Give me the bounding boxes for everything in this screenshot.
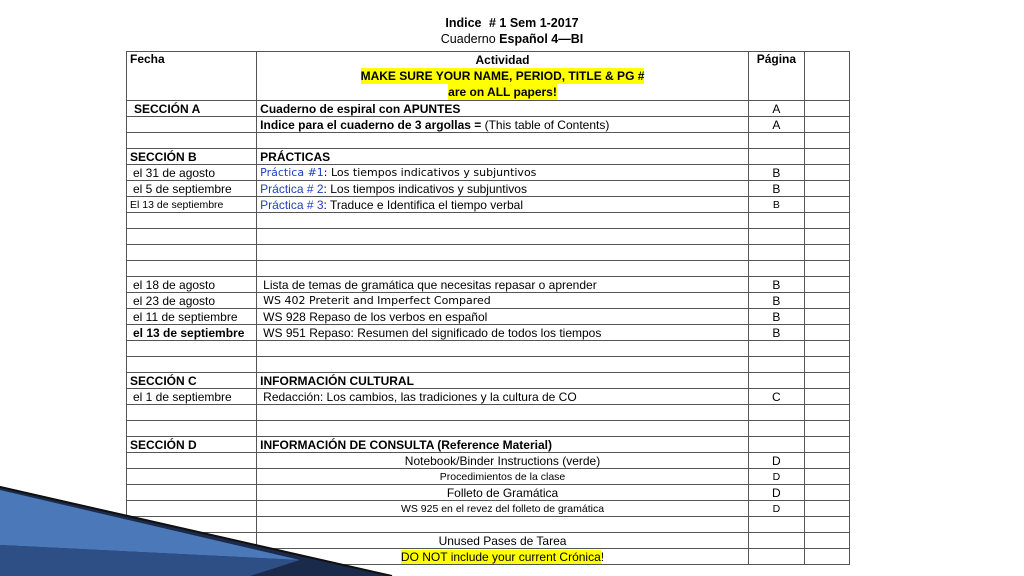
table-row — [127, 101, 850, 117]
index-title-number: # 1 Sem 1-2017 — [488, 16, 579, 30]
table-row — [127, 453, 850, 469]
pagina-cell: D — [748, 485, 804, 501]
table-header-row — [127, 52, 850, 101]
header-actividad: Actividad — [475, 53, 530, 67]
fecha-cell: SECCIÓN C — [127, 373, 257, 389]
table-row-empty — [127, 245, 850, 261]
pagina-cell: D — [748, 501, 804, 517]
notice-line-1: MAKE SURE YOUR NAME, PERIOD, TITLE & PG # — [360, 69, 645, 83]
pagina-cell: B — [748, 181, 804, 197]
actividad-cell: INFORMACIÓN DE CONSULTA (Reference Material) — [257, 437, 749, 453]
fecha-cell: El 13 de septiembre — [127, 197, 257, 213]
table-row — [127, 197, 850, 213]
table-row-empty — [127, 133, 850, 149]
table-row — [127, 325, 850, 341]
actividad-cell — [257, 181, 749, 197]
table-row — [127, 117, 850, 133]
index-title-word: Indice — [445, 16, 482, 30]
pagina-cell: B — [748, 293, 804, 309]
actividad-cell: WS 402 Preterit and Imperfect Compared — [257, 293, 749, 309]
actividad-note: (This table of Contents) — [484, 117, 610, 132]
table-row — [127, 293, 850, 309]
index-title — [0, 15, 1024, 31]
table-row — [127, 373, 850, 389]
actividad-cell — [257, 197, 749, 213]
header-extra — [804, 52, 849, 101]
pagina-cell: D — [748, 453, 804, 469]
practica-link[interactable]: Práctica #1 — [260, 165, 324, 179]
subtitle-notebook: Cuaderno — [440, 32, 496, 46]
actividad-text: : Los tiempos indicativos y subjuntivos — [323, 181, 527, 196]
pagina-cell: B — [748, 165, 804, 181]
table-row-empty — [127, 341, 850, 357]
table-row — [127, 533, 850, 549]
actividad-cell: WS 925 en el revez del folleto de gramática — [257, 501, 749, 517]
table-row — [127, 501, 850, 517]
table-row-empty — [127, 261, 850, 277]
actividad-cell — [257, 549, 749, 565]
cronica-warning-end: ! — [600, 549, 605, 564]
pagina-cell: A — [748, 101, 804, 117]
table-row — [127, 389, 850, 405]
actividad-text: : Los tiempos indicativos y subjuntivos — [323, 165, 537, 179]
index-table — [126, 51, 850, 565]
fecha-cell: el 13 de septiembre — [127, 325, 257, 341]
actividad-cell: Unused Pases de Tarea — [257, 533, 749, 549]
table-row-empty — [127, 213, 850, 229]
table-row-empty — [127, 229, 850, 245]
actividad-cell: INFORMACIÓN CULTURAL — [257, 373, 749, 389]
actividad-cell: PRÁCTICAS — [257, 149, 749, 165]
header-actividad-cell — [257, 52, 749, 101]
fecha-cell: el 31 de agosto — [127, 165, 257, 181]
actividad-cell: Folleto de Gramática — [257, 485, 749, 501]
actividad-cell: WS 928 Repaso de los verbos en español — [257, 309, 749, 325]
header-fecha: Fecha — [127, 52, 257, 101]
practica-link[interactable]: Práctica # 2 — [260, 181, 324, 196]
fecha-cell: el 11 de septiembre — [127, 309, 257, 325]
pagina-cell: D — [748, 469, 804, 485]
fecha-cell: el 1 de septiembre — [127, 389, 257, 405]
fecha-cell: SECCIÓN D — [127, 437, 257, 453]
table-row — [127, 549, 850, 565]
table-row-empty — [127, 421, 850, 437]
actividad-cell — [257, 165, 749, 181]
table-row — [127, 165, 850, 181]
fecha-cell: SECCIÓN A — [127, 101, 257, 117]
fecha-cell: el 5 de septiembre — [127, 181, 257, 197]
pagina-cell: B — [748, 325, 804, 341]
cronica-warning: DO NOT include your current Crónica — [400, 549, 601, 564]
actividad-bold-text: Indice para el cuaderno de 3 argollas = — [260, 117, 482, 132]
actividad-cell: Procedimientos de la clase — [257, 469, 749, 485]
pagina-cell: B — [748, 277, 804, 293]
actividad-cell: Redacción: Los cambios, las tradiciones y la cultura de CO — [257, 389, 749, 405]
table-row — [127, 181, 850, 197]
pagina-cell: C — [748, 389, 804, 405]
table-row — [127, 149, 850, 165]
practica-link[interactable]: Práctica # 3 — [260, 197, 324, 212]
actividad-cell: WS 951 Repaso: Resumen del significado de todos los tiempos — [257, 325, 749, 341]
subtitle-course: Español 4—BI — [499, 32, 584, 46]
table-row — [127, 437, 850, 453]
actividad-text: : Traduce e Identifica el tiempo verbal — [323, 197, 523, 212]
table-row — [127, 469, 850, 485]
table-row-empty — [127, 357, 850, 373]
actividad-cell: Cuaderno de espiral con APUNTES — [257, 101, 749, 117]
fecha-cell: SECCIÓN B — [127, 149, 257, 165]
table-row — [127, 277, 850, 293]
fecha-cell: el 23 de agosto — [127, 293, 257, 309]
pagina-cell: A — [748, 117, 804, 133]
index-subtitle — [0, 31, 1024, 47]
pagina-cell: B — [748, 309, 804, 325]
table-row — [127, 485, 850, 501]
actividad-cell — [257, 117, 749, 133]
actividad-cell: Lista de temas de gramática que necesitas repasar o aprender — [257, 277, 749, 293]
fecha-cell: el 18 de agosto — [127, 277, 257, 293]
actividad-cell: Notebook/Binder Instructions (verde) — [257, 453, 749, 469]
header-pagina: Página — [748, 52, 804, 101]
notice-line-2: are on ALL papers! — [448, 85, 557, 99]
table-row-empty — [127, 405, 850, 421]
table-row-empty — [127, 517, 850, 533]
table-row — [127, 309, 850, 325]
pagina-cell: B — [748, 197, 804, 213]
